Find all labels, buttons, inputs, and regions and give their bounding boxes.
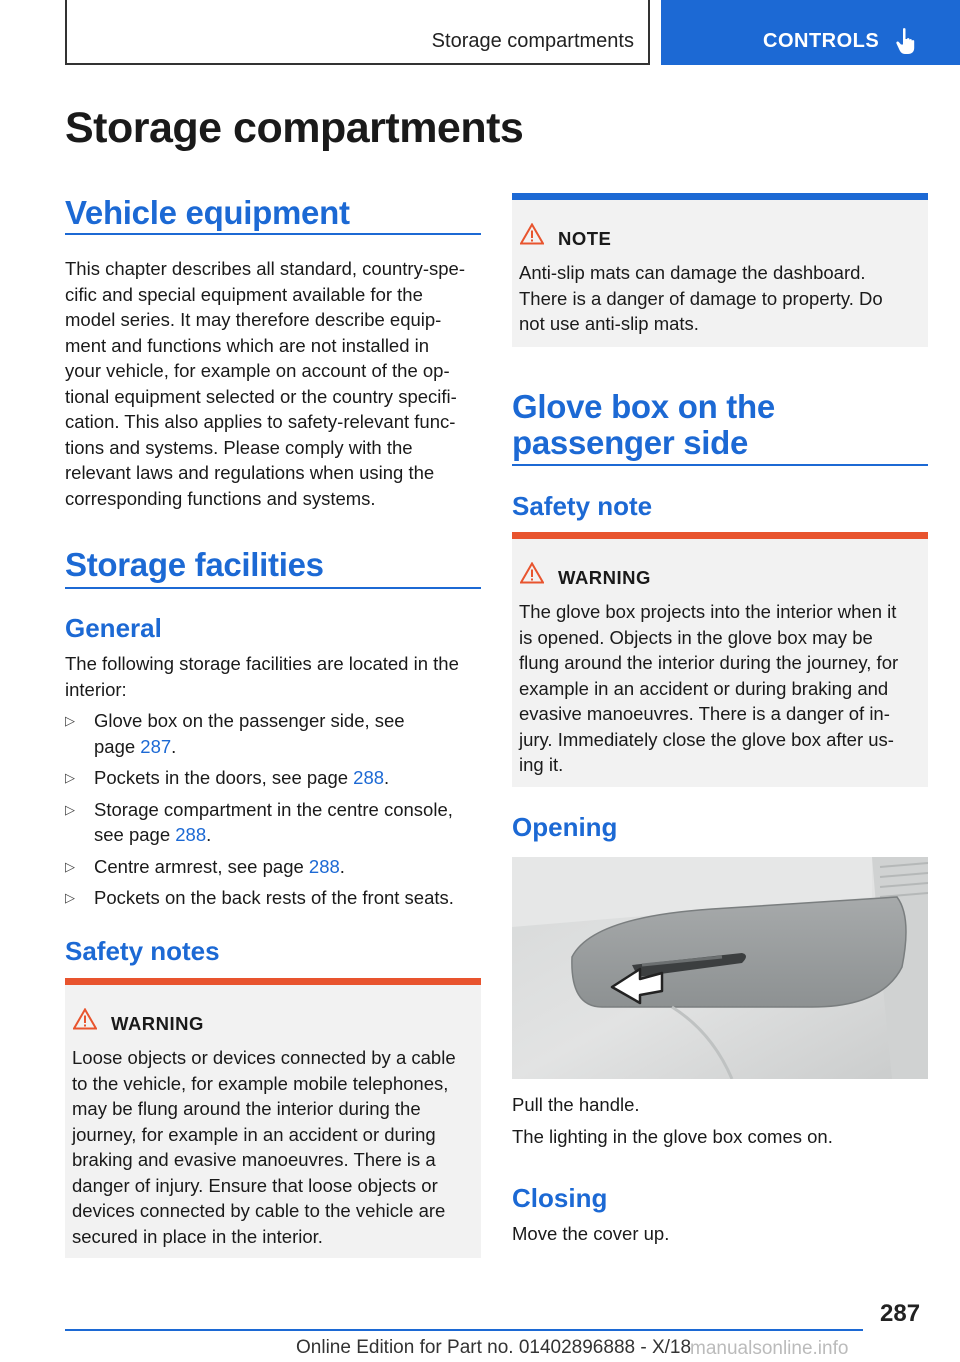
- page-title: Storage compartments: [65, 104, 524, 152]
- pointing-hand-icon: [895, 27, 919, 55]
- warning-title: WARNING: [111, 1013, 204, 1034]
- triangle-bullet-icon: ▷: [65, 858, 75, 874]
- warning-box: [65, 978, 481, 1258]
- vehicle-equipment-body: This chapter describes all standard, country-spe- cific and special equipment available for the model series. It may therefore describe equip- ment and functions which are not installed in your vehicle, for example on account of the op- tional equipment selected or the country specifi- cation. This also applies to safety-relevant func- tions and systems. Please comply with the relevant laws and regulations when using the corresponding functions and systems.: [65, 258, 465, 509]
- page-link[interactable]: 288: [175, 824, 207, 845]
- triangle-bullet-icon: ▷: [65, 713, 75, 728]
- opening-text-1: Pull the handle.: [512, 1094, 640, 1115]
- safety-notes-heading: Safety notes: [65, 936, 220, 966]
- safety-note-heading: Safety note: [512, 491, 653, 521]
- closing-text: Move the cover up.: [512, 1223, 670, 1244]
- warning-body: The glove box projects into the interior when it is opened. Objects in the glove box may be flung around the interior during the journey, for example in an accident or during braking and evasive manoeuvres. There is a danger of in- jury. Immediately close the glove box after us- ing it.: [519, 601, 899, 775]
- note-title: NOTE: [558, 228, 612, 249]
- triangle-bullet-icon: ▷: [65, 801, 75, 817]
- heading-rule: [65, 233, 481, 235]
- closing-heading: Closing: [512, 1183, 608, 1213]
- storage-facilities-list: [65, 708, 481, 917]
- glove-box-photo: [512, 857, 928, 1079]
- page-link[interactable]: 287: [140, 735, 172, 757]
- glove-box-heading-line2: passenger side: [512, 424, 749, 461]
- header-section-tab: [65, 0, 650, 65]
- warning-title: WARNING: [558, 567, 651, 588]
- note-body: Anti-slip mats can damage the dashboard. There is a danger of damage to property. Do not use anti-slip mats.: [519, 262, 883, 334]
- general-body: The following storage facilities are located in the interior:: [65, 653, 459, 700]
- note-box: [512, 193, 928, 347]
- footer-edition: Online Edition for Part no. 01402896888 - X/18: [296, 1337, 692, 1358]
- warning-box: [512, 532, 928, 787]
- warning-triangle-icon: [73, 1008, 97, 1030]
- warning-body: Loose objects or devices connected by a cable to the vehicle, for example mobile telephones, may be flung around the interior during the journey, for example in an accident or during braking and evasive manoeuvres. There is a danger of injury. Ensure that loose objects or devices connected by cable to the vehicle are secured in place in the interior.: [72, 1047, 456, 1247]
- general-heading: General: [65, 613, 162, 643]
- page-link[interactable]: 288: [353, 767, 385, 788]
- triangle-bullet-icon: ▷: [65, 770, 75, 785]
- list-item: ▷ Centre armrest, see page 288.: [65, 854, 481, 880]
- warning-triangle-icon: [520, 223, 544, 245]
- list-item: ▷ Pockets in the doors, see page 288.: [65, 765, 481, 791]
- storage-facilities-heading: Storage facilities: [65, 546, 324, 583]
- opening-text-2: The lighting in the glove box comes on.: [512, 1126, 833, 1147]
- list-item: ▷ Storage compartment in the centre console, see page 288.: [65, 798, 453, 845]
- opening-heading: Opening: [512, 812, 618, 842]
- triangle-bullet-icon: ▷: [65, 890, 75, 905]
- list-item: ▷ Glove box on the passenger side, see page 287.: [65, 710, 405, 757]
- header-chapter-tab[interactable]: [661, 0, 960, 65]
- header-section-title: Storage compartments: [431, 30, 634, 52]
- heading-rule: [512, 464, 928, 466]
- heading-rule: [65, 587, 481, 589]
- warning-triangle-icon: [520, 562, 544, 584]
- header-chapter-label: CONTROLS: [763, 30, 880, 52]
- page-number: 287: [880, 1300, 921, 1327]
- list-item: ▷ Pockets on the back rests of the front seats.: [65, 885, 481, 911]
- watermark: manualsonline.info: [690, 1338, 849, 1359]
- glove-box-heading-line1: Glove box on the: [512, 388, 775, 425]
- footer-rule: [65, 1329, 863, 1331]
- vehicle-equipment-heading: Vehicle equipment: [65, 194, 350, 231]
- page-link[interactable]: 288: [308, 855, 340, 877]
